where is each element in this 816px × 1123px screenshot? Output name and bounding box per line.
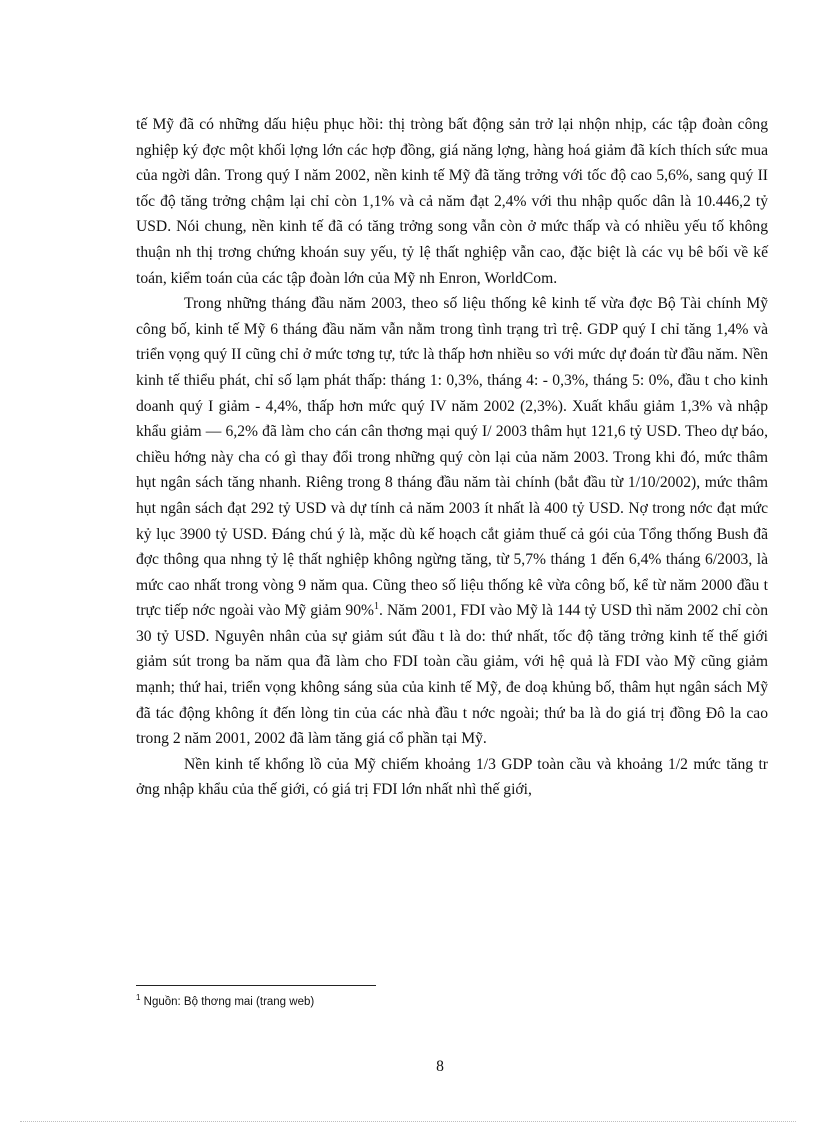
paragraph-giant-economy: Nền kinh tế khổng lồ của Mỹ chiếm khoảng 1/3 GDP toàn cầu và khoảng 1/2 mức tăng tr ởng nhập khẩu của thế giới, có giá trị FDI lớn nhất nhì thế giới, [136,755,768,799]
footnote [136,994,768,1010]
footnote-mark: 1 [136,993,141,1003]
paragraph-text-part: Trong những tháng đầu năm 2003, theo số liệu thống kê kinh tế vừa đợc Bộ Tài chính Mỹ công bố, kinh tế Mỹ 6 tháng đầu năm vẫn nằm trong tình trạng trì trệ. GDP quý I chỉ tăng 1,4% và triển vọng quý II cũng chỉ ở mức tơng tự, tức là thấp hơn nhiều so với mức dự đoán từ đầu năm. Nền kinh tế thiểu phát, chỉ số lạm phát thấp: tháng 1: 0,3%, tháng 4: - 0,3%, tháng 5: 0%, đầu t cho kinh doanh quý I giảm - 4,4%, thấp hơn mức quý IV năm 2002 (2,3%). Xuất khẩu giảm 1,3% và nhập khẩu giảm — 6,2% đã làm cho cán cân thơng mại quý I/ 2003 thâm hụt 121,6 tỷ USD. Theo dự báo, chiều hớng này cha có gì thay đổi trong những quý còn lại của năm 2003. Trong khi đó, mức thâm hụt ngân sách tăng nhanh. Riêng trong 8 tháng đầu năm tài chính (bắt đầu từ 1/10/2002), mức thâm hụt ngân sách đạt 292 tỷ USD và dự tính cả năm 2003 ít nhất là 400 tỷ USD. Nợ trong nớc đạt mức kỷ lục 3900 tỷ USD. Đáng chú ý là, mặc dù kế hoạch cắt giảm thuế cả gói của Tổng thống Bush đã đợc thông qua nhng tỷ lệ thất nghiệp không ngừng tăng, từ 5,7% tháng 1 đến 6,4% tháng 6/2003, là mức cao nhất trong vòng 9 năm qua. Cũng theo số liệu thống kê vừa công bố, kể từ năm 2000 đầu t trực tiếp nớc ngoài vào Mỹ giảm 90% [136,295,768,620]
page-bottom-border [20,1121,796,1122]
paragraph-text-part: . Năm 2001, FDI vào Mỹ là 144 tỷ USD thì năm 2002 chỉ còn 30 tỷ USD. Nguyên nhân của sự giảm sút đầu t là do: thứ nhất, tốc độ tăng trởng kinh tế thế giới giảm sút trong ba năm qua đã làm cho FDI toàn cầu giảm, với hệ quả là FDI vào Mỹ cũng giảm mạnh; thứ hai, triển vọng không sáng sủa của kinh tế Mỹ, đe doạ khủng bố, thâm hụt ngân sách Mỹ đã tác động không ít đến lòng tin của các nhà đầu t nớc ngoài; thứ ba là do giá trị đồng Đô la cao trong 2 năm 2001, 2002 đã làm tăng giá cổ phần tại Mỹ. [136,602,768,748]
page-number: 8 [436,1058,444,1075]
body-text [136,112,768,803]
paragraph-2003-economy [136,291,768,752]
footnote-reference: 1 [374,601,380,613]
footnote-divider [136,985,376,986]
paragraph-continued: tế Mỹ đã có những dấu hiệu phục hồi: thị tròng bất động sản trở lại nhộn nhịp, các tập đoàn công nghiệp ký đợc một khối lợng lớn các hợp đồng, giá năng lợng, hàng hoá giảm đã kích thích sức mua của ngời dân. Trong quý I năm 2002, nền kinh tế Mỹ đã tăng trởng với tốc độ cao 5,6%, sang quý II tốc độ tăng trởng chậm lại chỉ còn 1,1% và cả năm đạt 2,4% với thu nhập quốc dân là 10.446,2 tỷ USD. Nói chung, nền kinh tế đã có tăng trởng song vẫn còn ở mức thấp và có nhiều yếu tố không thuận nh thị trơng chứng khoán suy yếu, tỷ lệ thất nghiệp vẫn cao, đặc biệt là các vụ bê bối về kế toán, kiểm toán của các tập đoàn lớn của Mỹ nh Enron, WorldCom. [136,116,768,287]
footnote-text: Nguồn: Bộ thơng mai (trang web) [143,996,315,1008]
